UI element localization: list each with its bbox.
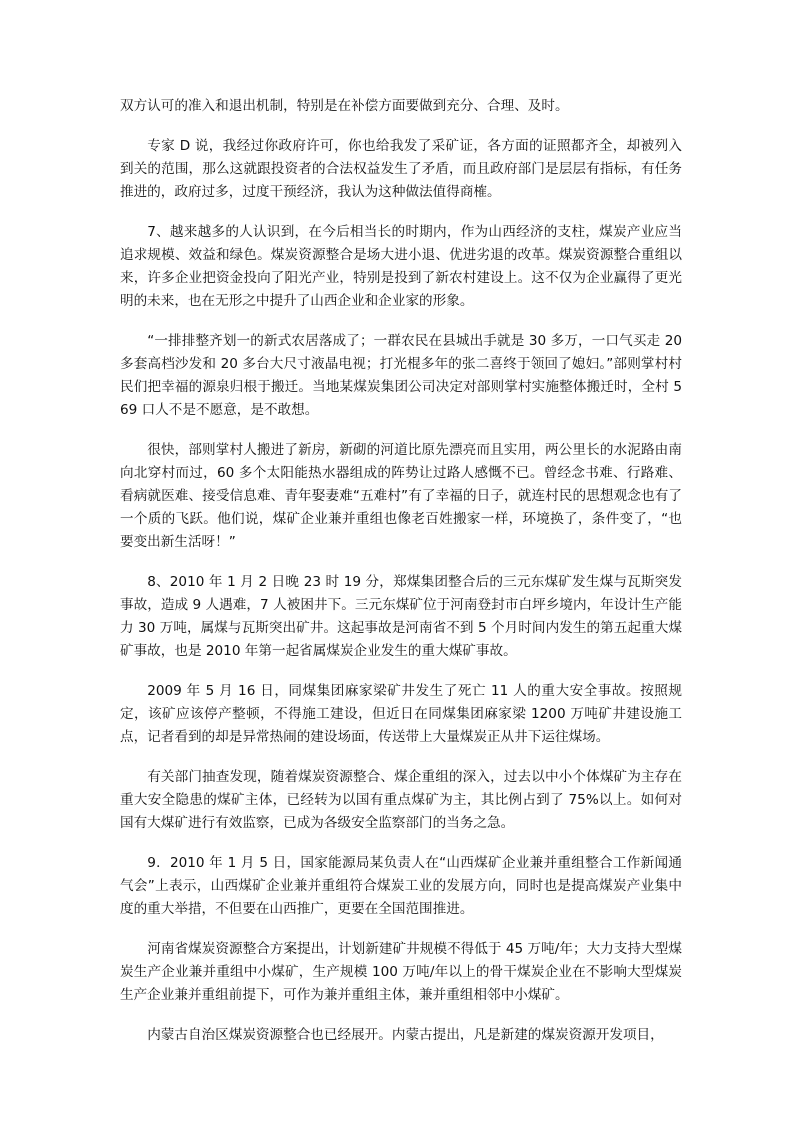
document-page [120,95,682,1064]
paragraph-7: 2009 年 5 月 16 日，同煤集团麻家梁矿井发生了死亡 11 人的重大安全事故。按照规定，该矿应该停产整顿，不得施工建设，但近日在同煤集团麻家梁 1200 万吨矿井建设施工点，记者看到的却是异常热闹的建设场面，传送带上大量煤炭正从井下运往煤场。 [120,683,682,745]
paragraph-5: 很快，部则掌村人搬进了新房，新砌的河道比原先漂亮而且实用，两公里长的水泥路由南向北穿村而过，60 多个太阳能热水器组成的阵势让过路人感慨不已。曾经念书难、行路难、看病就医难、接受信息难、青年娶妻难“五难村”有了幸福的日子，就连村民的思想观念也有了一个质的飞跃。他们说，煤矿企业兼并重组也像老百姓搬家一样，环境换了，条件变了，“也要变出新生活呀！” [120,442,682,550]
paragraph-10: 河南省煤炭资源整合方案提出，计划新建矿井规模不得低于 45 万吨/年；大力支持大型煤炭生产企业兼并重组中小煤矿，生产规模 100 万吨/年以上的骨干煤炭企业在不影响大型煤炭生产企业兼并重组前提下，可作为兼并重组主体，兼并重组相邻中小煤矿。 [120,941,682,1003]
paragraph-2: 专家 D 说，我经过你政府许可，你也给我发了采矿证，各方面的证照都齐全，却被列入到关的范围，那么这就跟投资者的合法权益发生了矛盾，而且政府部门是层层有指标，有任务推进的，政府过多，过度干预经济，我认为这种做法值得商榷。 [120,138,682,200]
paragraph-8: 有关部门抽查发现，随着煤炭资源整合、煤企重组的深入，过去以中小个体煤矿为主存在重大安全隐患的煤矿主体，已经转为以国有重点煤矿为主，其比例占到了 75%以上。如何对国有大煤矿进行有效监察，已成为各级安全监察部门的当务之急。 [120,769,682,831]
paragraph-3: 7、越来越多的人认识到，在今后相当长的时期内，作为山西经济的支柱，煤炭产业应当追求规模、效益和绿色。煤炭资源整合是场大进小退、优进劣退的改革。煤炭资源整合重组以来，许多企业把资金投向了阳光产业，特别是投到了新农村建设上。这不仅为企业赢得了更光明的未来，也在无形之中提升了山西企业和企业家的形象。 [120,224,682,309]
paragraph-1: 双方认可的准入和退出机制，特别是在补偿方面要做到充分、合理、及时。 [120,98,569,114]
paragraph-9: 9．2010 年 1 月 5 日，国家能源局某负责人在“山西煤矿企业兼并重组整合工作新闻通气会”上表示，山西煤矿企业兼并重组符合煤炭工业的发展方向，同时也是提高煤炭产业集中度的重大举措，不但要在山西推广，更要在全国范围推进。 [120,855,682,917]
paragraph-4: “一排排整齐划一的新式农居落成了；一群农民在县城出手就是 30 多万，一口气买走 20 多套高档沙发和 20 多台大尺寸液晶电视；打光棍多年的张二喜终于领回了媳妇。”部则掌村村民们把幸福的源泉归根于搬迁。当地某煤炭集团公司决定对部则掌村实施整体搬迁时，全村 569 口人不是不愿意，是不敢想。 [120,333,682,418]
paragraph-6: 8、2010 年 1 月 2 日晚 23 时 19 分，郑煤集团整合后的三元东煤矿发生煤与瓦斯突发事故，造成 9 人遇难，7 人被困井下。三元东煤矿位于河南登封市白坪乡境内，年设计生产能力 30 万吨，属煤与瓦斯突出矿井。这起事故是河南省不到 5 个月时间内发生的第五起重大煤矿事故，也是 2010 年第一起省属煤炭企业发生的重大煤矿事故。 [120,574,682,659]
paragraph-11: 内蒙古自治区煤炭资源整合也已经展开。内蒙古提出，凡是新建的煤炭资源开发项目， [147,1027,664,1043]
